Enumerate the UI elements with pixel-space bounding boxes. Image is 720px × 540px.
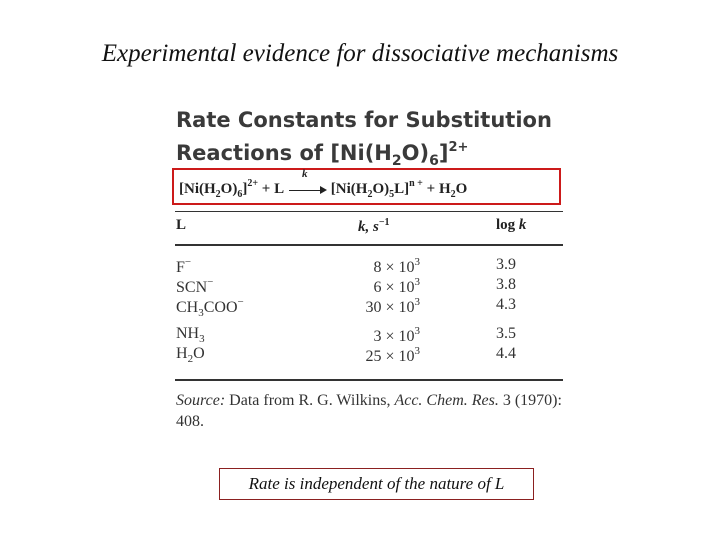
column-header-ligand: L — [176, 217, 187, 233]
log-k-cell: 3.5 — [496, 325, 516, 342]
ligand-cell: $NH_3$ — [176, 325, 205, 345]
slide-title: Experimental evidence for dissociative mechanisms — [101, 40, 619, 67]
ligand-cell: F− — [176, 256, 192, 276]
column-header-log-k: log k — [496, 217, 527, 233]
table-title — [176, 106, 552, 175]
k-cell: $3 \times 10^3$ — [373, 325, 420, 345]
reaction-arrow-icon: k — [287, 182, 327, 198]
k-cell: $8 \times 10^3$ — [373, 256, 420, 276]
ligand-cell: SCN− — [176, 276, 214, 296]
rate-constants-table-figure — [170, 100, 570, 440]
table-title-line1: Rate Constants for Substitution — [176, 108, 552, 132]
table-bottom-rule — [175, 379, 563, 381]
reaction-highlight-box — [172, 168, 561, 205]
conclusion-note: Rate is independent of the nature of L — [219, 468, 534, 500]
k-cell: $30 \times 10^3$ — [365, 296, 420, 316]
table-title-line2: Reactions of $[Ni(H_2O)_6]^{2+}$ — [176, 140, 469, 169]
log-k-cell: 4.3 — [496, 296, 516, 313]
table-top-rule — [175, 211, 563, 212]
source-citation: Source: Data from R. G. Wilkins, Acc. Chem. Res. 3 (1970): 408. — [176, 392, 562, 430]
ligand-cell: $H_2O$ — [176, 345, 205, 365]
log-k-cell: 3.9 — [496, 256, 516, 273]
log-k-cell: 4.4 — [496, 345, 516, 362]
k-cell: $25 \times 10^3$ — [365, 345, 420, 365]
ligand-cell: $CH_3COO^-$ — [176, 296, 244, 319]
column-header-k: k, $s^{-1}$ — [358, 217, 390, 235]
table-header-rule — [175, 244, 563, 246]
k-cell: $6 \times 10^3$ — [373, 276, 420, 296]
log-k-cell: 3.8 — [496, 276, 516, 293]
reaction-equation: $[Ni(H_2O)_6]^{2+} + L$ k $[Ni(H_2O)_5L]^{n +} + H_2O$ — [179, 167, 468, 200]
